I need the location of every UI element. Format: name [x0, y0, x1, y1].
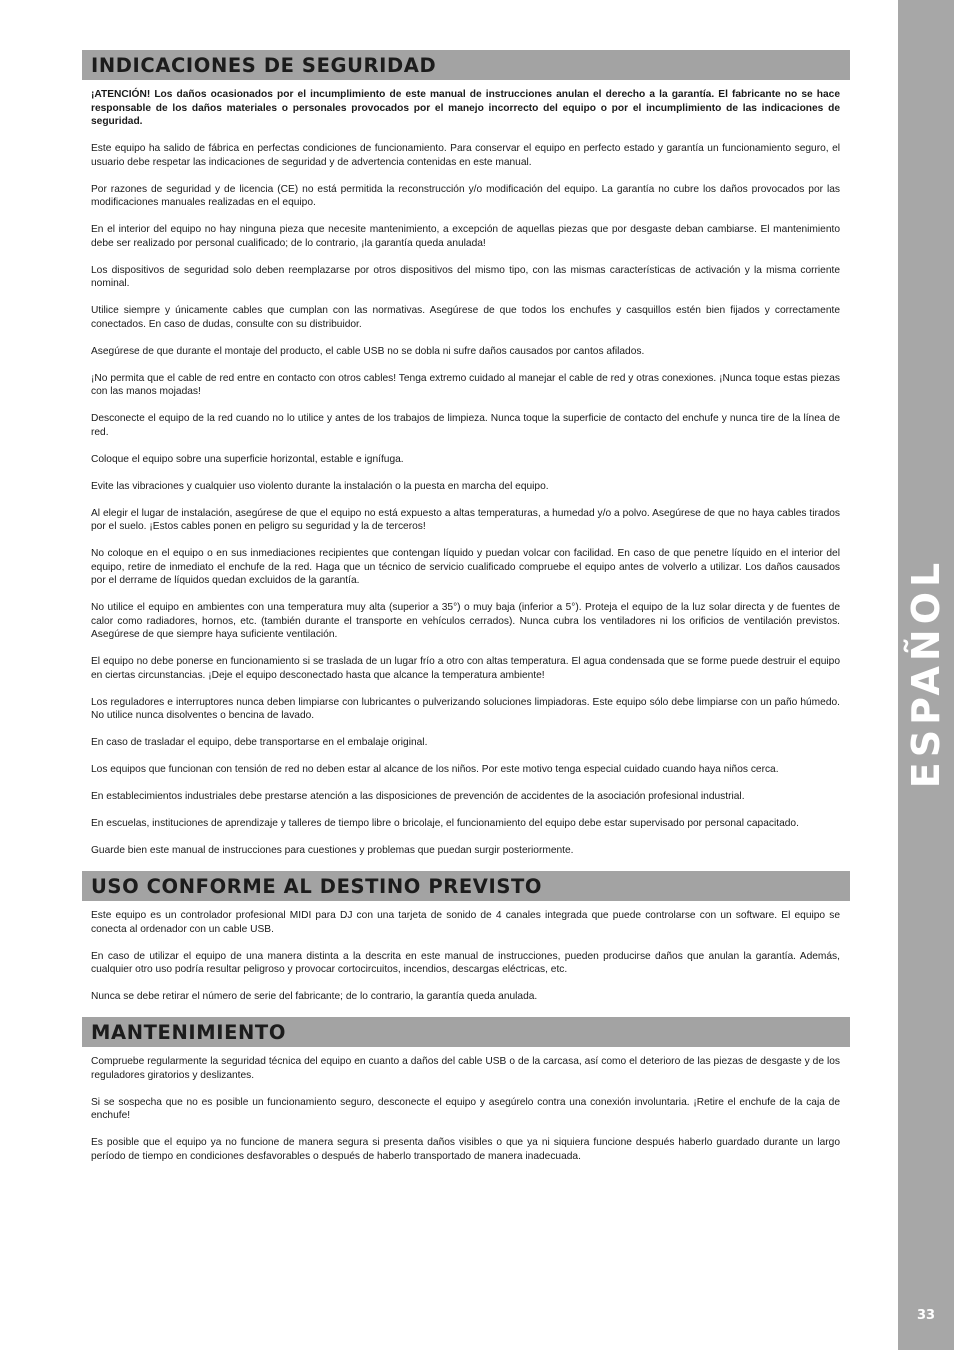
paragraph: Al elegir el lugar de instalación, asegúrese de que el equipo no está expuesto a altas temperaturas, a humedad y/o a polvo. Asegúrese de que no haya cables tirados por el suelo. ¡Estos cables ponen en peligro su seguridad y la de terceros!: [91, 507, 840, 532]
warning-paragraph: ¡ATENCIÓN! Los daños ocasionados por el incumplimiento de este manual de instrucciones anulan el derecho a la garantía. El fabricante no se hace responsable de los daños materiales o personales provocados por el manejo incorrecto del equipo o por el incumplimiento de las indicaciones de seguridad.: [91, 89, 840, 127]
section-header-bar: [82, 871, 850, 901]
paragraph: Este equipo es un controlador profesional MIDI para DJ con una tarjeta de sonido de 4 canales integrada que puede controlarse con un software. El equipo se conecta al ordenador con un cable USB.: [91, 910, 840, 935]
paragraph: En escuelas, instituciones de aprendizaje y talleres de tiempo libre o bricolaje, el funcionamiento del equipo debe estar supervisado por personal capacitado.: [91, 818, 799, 829]
section-indicaciones-de-seguridad: [82, 50, 850, 858]
section-body: [82, 909, 850, 1004]
paragraph: Compruebe regularmente la seguridad técnica del equipo en cuanto a daños del cable USB o de la carcasa, así como el deterioro de las piezas de desgaste y de los reguladores giratorios y deslizantes.: [91, 1056, 840, 1081]
paragraph: Asegúrese de que durante el montaje del producto, el cable USB no se dobla ni sufre daños causados por cantos afilados.: [91, 345, 645, 357]
paragraph: Nunca se debe retirar el número de serie del fabricante; de lo contrario, la garantía queda anulada.: [91, 991, 538, 1002]
paragraph: No coloque en el equipo o en sus inmediaciones recipientes que contengan líquido y puedan volcar con facilidad. En caso de que penetre líquido en el interior del equipo, retire de inmediato el enchufe de la red. Haga que un técnico de servicio cualificado compruebe el equipo antes de volverlo a utilizar. Los daños causados por el derrame de líquidos quedan excluidos de la garantía.: [91, 548, 840, 586]
paragraph: Coloque el equipo sobre una superficie horizontal, estable e ignífuga.: [91, 453, 404, 465]
paragraph: Guarde bien este manual de instrucciones para cuestiones y problemas que puedan surgir posteriormente.: [91, 845, 574, 856]
section-body: [82, 88, 850, 858]
section-title: USO CONFORME AL DESTINO PREVISTO: [91, 874, 543, 898]
paragraph: Los dispositivos de seguridad solo deben reemplazarse por otros dispositivos del mismo tipo, con las mismas características de activación y la misma corriente nominal.: [91, 264, 840, 289]
paragraph: Los reguladores e interruptores nunca deben limpiarse con lubricantes o pulverizando soluciones limpiadoras. Este equipo sólo debe limpiarse con un paño húmedo. No utilice nunca disolventes o bencina de lavado.: [91, 696, 840, 721]
page-number: 33: [916, 1308, 936, 1323]
paragraph: Por razones de seguridad y de licencia (CE) no está permitida la reconstrucción y/o modificación del equipo. La garantía no cubre los daños provocados por las modificaciones manuales realizadas en el equipo.: [91, 183, 840, 208]
paragraph: ¡No permita que el cable de red entre en contacto con otros cables! Tenga extremo cuidado al manejar el cable de red y otras conexiones. ¡Nunca toque estas piezas con las manos mojadas!: [91, 372, 840, 397]
section-body: [82, 1055, 850, 1163]
language-sidebar: [898, 0, 954, 1350]
paragraph: Si se sospecha que no es posible un funcionamiento seguro, desconecte el equipo y asegúrelo contra una conexión involuntaria. ¡Retire el enchufe de la caja de enchufe!: [91, 1096, 840, 1121]
paragraph: En establecimientos industriales debe prestarse atención a las disposiciones de prevención de accidentes de la asociación profesional industrial.: [91, 791, 745, 802]
section-title: MANTENIMIENTO: [91, 1020, 286, 1044]
section-title: INDICACIONES DE SEGURIDAD: [91, 53, 437, 77]
paragraph: El equipo no debe ponerse en funcionamiento si se traslada de un lugar frío a otro con altas temperatura. El agua condensada que se forme puede destruir el equipo en ciertas circunstancias. ¡Deje el equipo desconectado hasta que alcance la temperatura ambiente!: [91, 656, 840, 681]
section-header-bar: [82, 1017, 850, 1047]
paragraph: Evite las vibraciones y cualquier uso violento durante la instalación o la puesta en marcha del equipo.: [91, 480, 549, 492]
paragraph: Es posible que el equipo ya no funcione de manera segura si presenta daños visibles o que ya ni siquiera funcione después haberlo guardado durante un largo período de tiempo en condiciones desfavorables o después de haberlo transportado de manera inadecuada.: [91, 1137, 840, 1162]
paragraph: Utilice siempre y únicamente cables que cumplan con las normativas. Asegúrese de que todos los enchufes y casquillos estén bien fijados y correctamente conectados. En caso de dudas, consulte con su distribuidor.: [91, 305, 840, 330]
paragraph: En caso de trasladar el equipo, debe transportarse en el embalaje original.: [91, 737, 428, 748]
paragraph: En el interior del equipo no hay ninguna pieza que necesite mantenimiento, a excepción de aquellas piezas que por desgaste deban cambiarse. El mantenimiento debe ser realizado por personal cualificado; de lo contrario, ¡la garantía queda anulada!: [91, 224, 840, 249]
language-label: ESPAÑOL: [904, 557, 948, 789]
paragraph: Los equipos que funcionan con tensión de red no deben estar al alcance de los niños. Por este motivo tenga especial cuidado cuando haya niños cerca.: [91, 764, 779, 775]
page-content: [82, 50, 850, 1177]
section-uso-conforme: [82, 871, 850, 1004]
paragraph: No utilice el equipo en ambientes con una temperatura muy alta (superior a 35°) o muy baja (inferior a 5°). Proteja el equipo de la luz solar directa y de fuentes de calor como radiadores, hornos, etc. (también durante el transporte en vehículos cerrados). Nunca cubra los ventiladores ni los orificios de ventilación previstos. Asegúrese de que siempre haya suficiente ventilación.: [91, 602, 840, 640]
paragraph: Este equipo ha salido de fábrica en perfectas condiciones de funcionamiento. Para conservar el equipo en perfecto estado y garantía un funcionamiento seguro, el usuario debe respetar las indicaciones de seguridad y de advertencia contenidas en este manual.: [91, 143, 840, 168]
section-header-bar: [82, 50, 850, 80]
paragraph: En caso de utilizar el equipo de una manera distinta a la descrita en este manual de instrucciones, pueden producirse daños que anulan la garantía. Además, cualquier otro uso podría resultar peligroso y provocar cortocircuitos, incendios, descargas eléctricas, etc.: [91, 950, 840, 975]
section-mantenimiento: [82, 1017, 850, 1163]
paragraph: Desconecte el equipo de la red cuando no lo utilice y antes de los trabajos de limpieza. Nunca toque la superficie de contacto del enchufe y nunca tire de la línea de red.: [91, 413, 840, 438]
